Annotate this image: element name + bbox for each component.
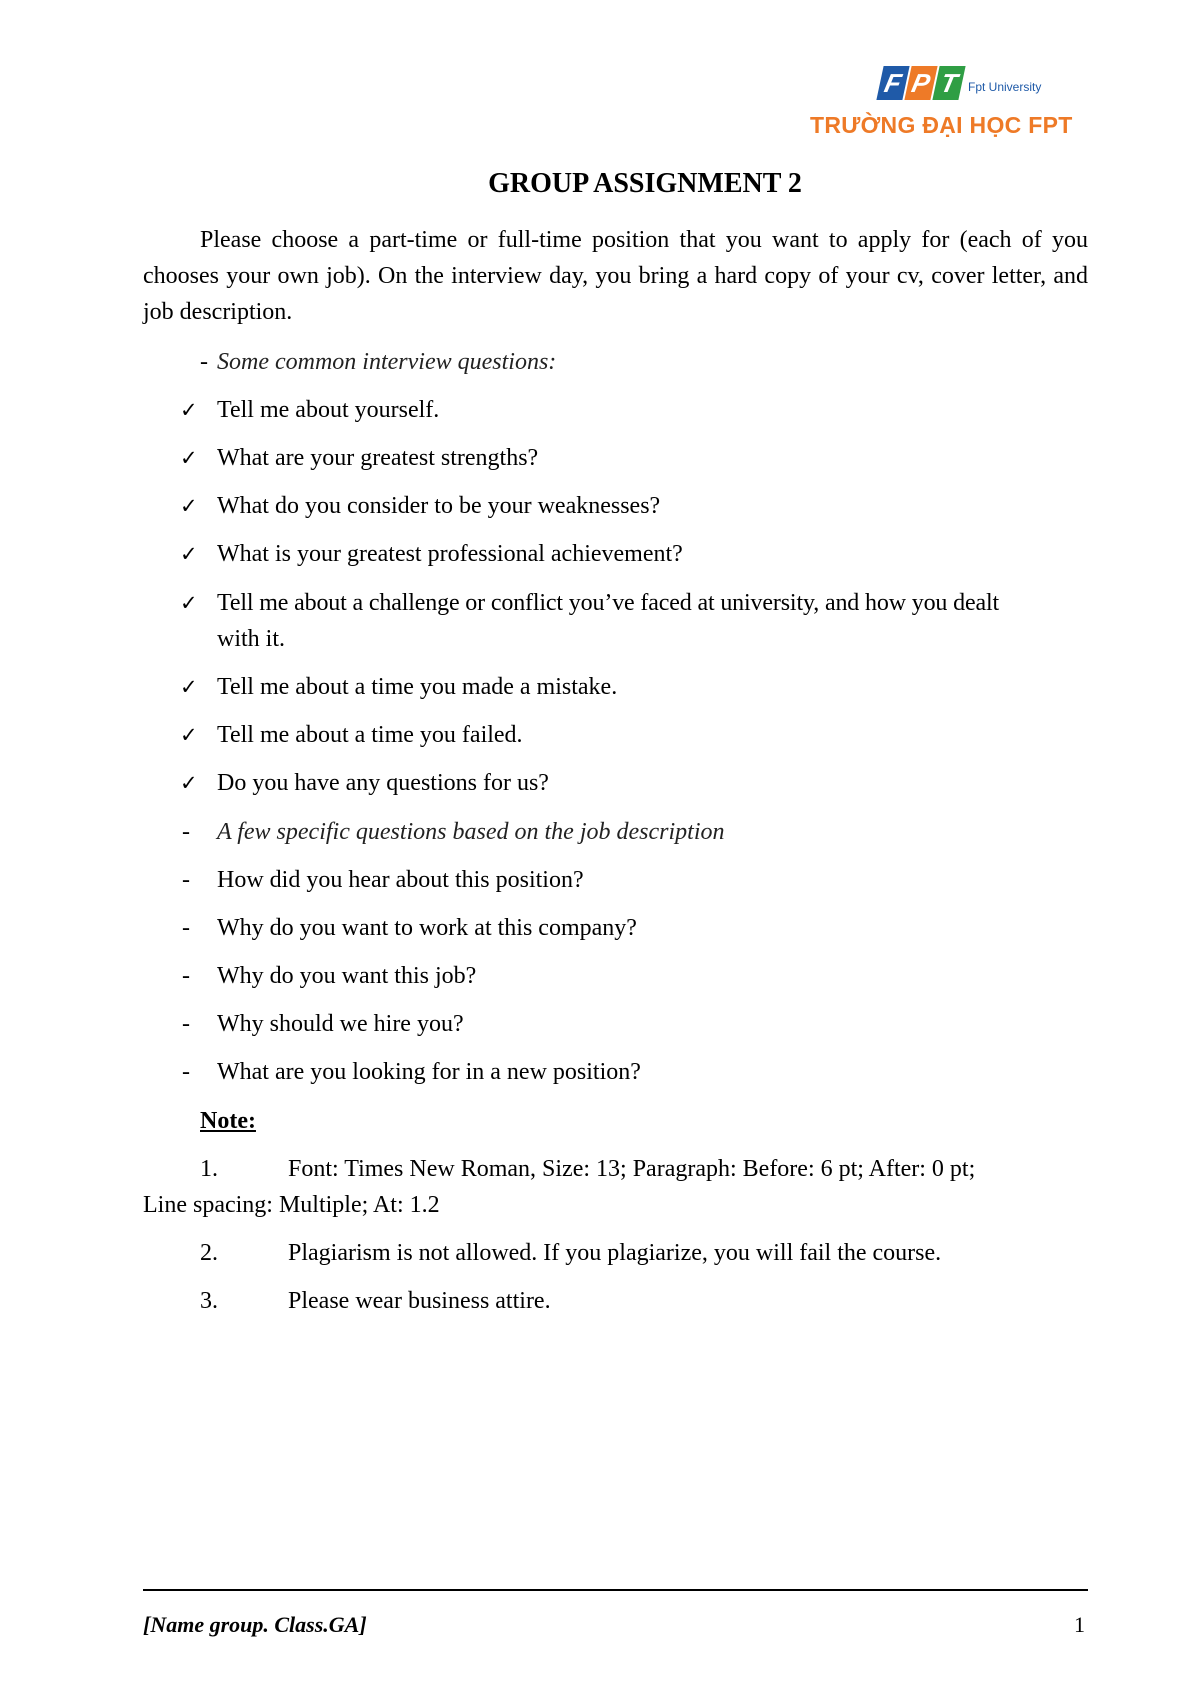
intro-paragraph: Please choose a part-time or full-time position that you want to apply for (each of you chooses your own job). On the interview day, you bring a hard copy of your cv, cover letter, and job description.	[143, 227, 1088, 325]
checkmark-icon: ✓	[180, 446, 198, 470]
logo-tile-f: F	[876, 66, 909, 100]
note-text: Font: Times New Roman, Size: 13; Paragraph: Before: 6 pt; After: 0 pt;	[288, 1156, 976, 1182]
question-text: Tell me about yourself.	[217, 397, 440, 423]
checkmark-icon: ✓	[180, 591, 198, 615]
note-label: Note:	[200, 1108, 256, 1134]
logo-tile-p: P	[904, 66, 937, 100]
note-text: Plagiarism is not allowed. If you plagiarize, you will fail the course.	[288, 1240, 942, 1266]
question-text: What are you looking for in a new position?	[217, 1059, 641, 1085]
dash-bullet: -	[182, 915, 190, 941]
dash-bullet: -	[182, 1011, 190, 1037]
dash-bullet: -	[182, 867, 190, 893]
page-title: GROUP ASSIGNMENT 2	[488, 168, 802, 199]
note-text: Please wear business attire.	[288, 1288, 551, 1314]
dash-bullet: -	[182, 963, 190, 989]
heading-dash: -	[200, 349, 208, 375]
checkmark-icon: ✓	[180, 398, 198, 422]
question-text: Do you have any questions for us?	[217, 770, 549, 796]
heading-text: A few specific questions based on the job description	[217, 819, 725, 845]
question-text: with it.	[217, 626, 286, 652]
question-text: What are your greatest strengths?	[217, 445, 539, 471]
page-number: 1	[1074, 1612, 1085, 1637]
note-number: 2.	[200, 1240, 218, 1266]
checkmark-icon: ✓	[180, 771, 198, 795]
question-text: How did you hear about this position?	[217, 867, 584, 893]
note-number: 3.	[200, 1288, 218, 1314]
checkmark-icon: ✓	[180, 675, 198, 699]
question-text: Why do you want this job?	[217, 963, 477, 989]
logo-mark	[880, 66, 1041, 100]
question-text: What do you consider to be your weaknesses?	[217, 493, 661, 519]
question-text: Tell me about a time you made a mistake.	[217, 674, 618, 700]
checkmark-icon: ✓	[180, 723, 198, 747]
footer-divider	[143, 1589, 1088, 1591]
question-text: Tell me about a challenge or conflict you’ve faced at university, and how you dealt	[217, 590, 1000, 616]
logo-tile-t: T	[932, 66, 965, 100]
heading-text: Some common interview questions:	[217, 349, 557, 375]
note-text: Line spacing: Multiple; At: 1.2	[143, 1192, 440, 1218]
question-text: Why do you want to work at this company?	[217, 915, 637, 941]
checkmark-icon: ✓	[180, 542, 198, 566]
dash-bullet: -	[182, 1059, 190, 1085]
logo-subtext: Fpt University	[968, 80, 1042, 94]
question-text: Why should we hire you?	[217, 1011, 464, 1037]
checkmark-icon: ✓	[180, 494, 198, 518]
fpt-university-logo	[810, 62, 1090, 152]
dash-bullet: -	[182, 819, 190, 845]
question-text: Tell me about a time you failed.	[217, 722, 523, 748]
logo-university-name: TRƯỜNG ĐẠI HỌC FPT	[810, 112, 1073, 138]
footer-group-label: [Name group. Class.GA]	[143, 1612, 367, 1637]
question-text: What is your greatest professional achievement?	[217, 541, 683, 567]
note-number: 1.	[200, 1156, 218, 1182]
